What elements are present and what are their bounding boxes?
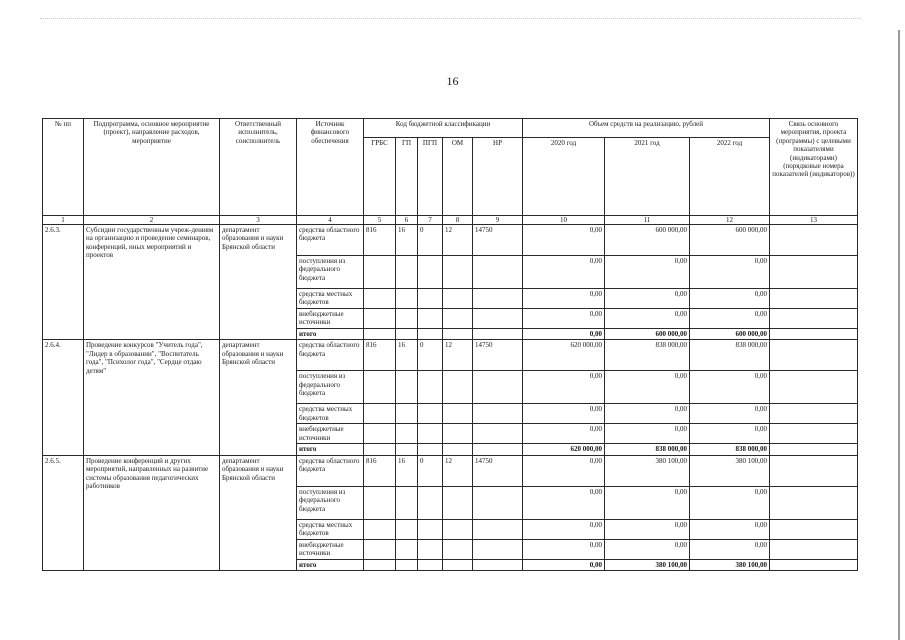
page-edge (898, 30, 900, 640)
column-index-cell: 8 (443, 216, 473, 225)
link-cell (770, 256, 858, 289)
source-cell: поступления из федерального бюджета (297, 256, 364, 289)
source-cell: внебюджетные источники (297, 309, 364, 329)
code-grbs: 816 (364, 340, 396, 371)
value-2022: 0,00 (690, 404, 770, 424)
code-empty (396, 329, 418, 340)
value-2022: 0,00 (690, 309, 770, 329)
code-gp: 16 (396, 455, 418, 486)
source-cell: внебюджетные источники (297, 539, 364, 559)
link-cell (770, 444, 858, 455)
code-empty (418, 309, 443, 329)
code-om: 12 (443, 455, 473, 486)
value-2021: 380 100,00 (605, 455, 690, 486)
code-empty (418, 329, 443, 340)
code-np: 14750 (473, 225, 523, 256)
column-index-cell: 2 (84, 216, 220, 225)
source-cell: средства областного бюджета (297, 340, 364, 371)
code-empty (418, 559, 443, 570)
code-gp: 16 (396, 340, 418, 371)
value-2022: 0,00 (690, 519, 770, 539)
source-cell: внебюджетные источники (297, 424, 364, 444)
item-responsible: департамент образования и науки Брянской области (220, 455, 297, 570)
value-2022: 0,00 (690, 371, 770, 404)
code-pgp: 0 (418, 340, 443, 371)
code-empty (396, 519, 418, 539)
link-cell (770, 309, 858, 329)
total-label: итого (297, 559, 364, 570)
code-empty (396, 256, 418, 289)
value-2020: 0,00 (523, 539, 605, 559)
source-cell: средства местных бюджетов (297, 289, 364, 309)
link-cell (770, 539, 858, 559)
index-row (43, 216, 858, 225)
header-source: Источник финансового обеспечения (297, 119, 364, 216)
value-2020: 620 000,00 (523, 340, 605, 371)
value-2022: 380 100,00 (690, 455, 770, 486)
item-responsible: департамент образования и науки Брянской области (220, 340, 297, 455)
code-empty (473, 424, 523, 444)
code-empty (418, 486, 443, 519)
header-row (43, 119, 858, 138)
code-empty (473, 371, 523, 404)
value-2021: 0,00 (605, 309, 690, 329)
code-grbs: 816 (364, 225, 396, 256)
value-2021: 600 000,00 (605, 329, 690, 340)
column-index-cell: 4 (297, 216, 364, 225)
column-index-cell: 5 (364, 216, 396, 225)
source-cell: средства местных бюджетов (297, 404, 364, 424)
source-cell: средства областного бюджета (297, 225, 364, 256)
code-empty (443, 309, 473, 329)
value-2021: 0,00 (605, 539, 690, 559)
header-gp: ГП (396, 138, 418, 216)
value-2020: 0,00 (523, 225, 605, 256)
total-label: итого (297, 444, 364, 455)
source-cell: поступления из федерального бюджета (297, 371, 364, 404)
item-number: 2.6.4. (43, 340, 84, 455)
value-2022: 0,00 (690, 424, 770, 444)
item-name: Проведение конференций и других мероприятий, направленных на развитие системы образования педагогических работников (84, 455, 220, 570)
code-empty (364, 559, 396, 570)
code-empty (396, 539, 418, 559)
code-empty (473, 486, 523, 519)
link-cell (770, 486, 858, 519)
code-empty (364, 404, 396, 424)
value-2022: 0,00 (690, 539, 770, 559)
code-empty (396, 424, 418, 444)
code-gp: 16 (396, 225, 418, 256)
value-2021: 0,00 (605, 256, 690, 289)
code-empty (418, 289, 443, 309)
code-om: 12 (443, 340, 473, 371)
value-2020: 0,00 (523, 329, 605, 340)
value-2022: 0,00 (690, 289, 770, 309)
header-num: № пп (43, 119, 84, 216)
item-number: 2.6.5. (43, 455, 84, 570)
value-2020: 0,00 (523, 486, 605, 519)
code-empty (396, 371, 418, 404)
column-index-cell: 7 (418, 216, 443, 225)
link-cell (770, 289, 858, 309)
column-index-cell: 3 (220, 216, 297, 225)
code-empty (364, 329, 396, 340)
code-empty (364, 371, 396, 404)
header-grbs: ГРБС (364, 138, 396, 216)
column-index-cell: 10 (523, 216, 605, 225)
code-empty (364, 256, 396, 289)
link-cell (770, 455, 858, 486)
value-2022: 0,00 (690, 486, 770, 519)
link-cell (770, 371, 858, 404)
column-index-cell: 1 (43, 216, 84, 225)
value-2022: 838 000,00 (690, 444, 770, 455)
value-2020: 0,00 (523, 519, 605, 539)
code-empty (418, 404, 443, 424)
code-empty (418, 371, 443, 404)
code-empty (418, 519, 443, 539)
link-cell (770, 329, 858, 340)
header-name: Подпрограмма, основное мероприятие (проект), направление расходов, мероприятие (84, 119, 220, 216)
link-cell (770, 424, 858, 444)
budget-table (42, 118, 858, 571)
header-2022: 2022 год (690, 138, 770, 216)
code-empty (364, 424, 396, 444)
source-cell: поступления из федерального бюджета (297, 486, 364, 519)
code-empty (443, 371, 473, 404)
code-empty (396, 444, 418, 455)
code-empty (396, 309, 418, 329)
code-empty (396, 404, 418, 424)
link-cell (770, 559, 858, 570)
code-empty (443, 539, 473, 559)
page-number: 16 (446, 74, 459, 88)
code-empty (443, 329, 473, 340)
code-empty (473, 519, 523, 539)
column-index-cell: 6 (396, 216, 418, 225)
scan-artifact-line (40, 18, 860, 20)
code-empty (473, 539, 523, 559)
source-cell: средства областного бюджета (297, 455, 364, 486)
value-2021: 838 000,00 (605, 444, 690, 455)
code-empty (473, 256, 523, 289)
link-cell (770, 519, 858, 539)
code-empty (473, 404, 523, 424)
header-2021: 2021 год (605, 138, 690, 216)
value-2020: 0,00 (523, 455, 605, 486)
code-empty (364, 289, 396, 309)
item-number: 2.6.3. (43, 225, 84, 340)
code-pgp: 0 (418, 455, 443, 486)
code-empty (443, 486, 473, 519)
column-index-cell: 11 (605, 216, 690, 225)
table-row (43, 225, 858, 256)
code-empty (364, 519, 396, 539)
header-pgp: ПГП (418, 138, 443, 216)
item-name: Проведение конкурсов "Учитель года", "Лидер в образовании", "Воспитатель года", "Психолог года", "Сердце отдаю детям" (84, 340, 220, 455)
value-2020: 0,00 (523, 404, 605, 424)
code-empty (418, 256, 443, 289)
value-2021: 838 000,00 (605, 340, 690, 371)
value-2021: 0,00 (605, 486, 690, 519)
code-empty (443, 289, 473, 309)
code-empty (364, 539, 396, 559)
code-empty (473, 444, 523, 455)
code-empty (443, 404, 473, 424)
value-2020: 0,00 (523, 424, 605, 444)
value-2020: 0,00 (523, 309, 605, 329)
code-empty (443, 519, 473, 539)
value-2020: 620 000,00 (523, 444, 605, 455)
header-responsible: Ответственный исполнитель, соисполнитель (220, 119, 297, 216)
value-2022: 600 000,00 (690, 225, 770, 256)
header-volume: Объем средств на реализацию, рублей (523, 119, 770, 138)
code-empty (473, 559, 523, 570)
column-index-cell: 9 (473, 216, 523, 225)
code-empty (364, 486, 396, 519)
code-empty (443, 256, 473, 289)
value-2020: 0,00 (523, 559, 605, 570)
code-empty (473, 289, 523, 309)
column-index-cell: 13 (770, 216, 858, 225)
value-2021: 380 100,00 (605, 559, 690, 570)
code-empty (396, 559, 418, 570)
code-grbs: 816 (364, 455, 396, 486)
link-cell (770, 340, 858, 371)
code-np: 14750 (473, 340, 523, 371)
value-2021: 0,00 (605, 371, 690, 404)
code-np: 14750 (473, 455, 523, 486)
column-index-cell: 12 (690, 216, 770, 225)
code-empty (418, 444, 443, 455)
code-empty (473, 329, 523, 340)
value-2021: 0,00 (605, 289, 690, 309)
value-2020: 0,00 (523, 256, 605, 289)
link-cell (770, 404, 858, 424)
value-2021: 0,00 (605, 424, 690, 444)
value-2022: 380 100,00 (690, 559, 770, 570)
value-2021: 0,00 (605, 404, 690, 424)
header-link: Связь основного мероприятия, проекта (программы) с целевыми показателями (индикаторами) (порядковые номера показателей (индикаторов)) (770, 119, 858, 216)
value-2020: 0,00 (523, 371, 605, 404)
value-2022: 838 000,00 (690, 340, 770, 371)
value-2021: 0,00 (605, 519, 690, 539)
code-empty (396, 289, 418, 309)
code-pgp: 0 (418, 225, 443, 256)
header-2020: 2020 год (523, 138, 605, 216)
value-2022: 600 000,00 (690, 329, 770, 340)
code-empty (418, 539, 443, 559)
code-empty (396, 486, 418, 519)
link-cell (770, 225, 858, 256)
value-2022: 0,00 (690, 256, 770, 289)
code-empty (443, 444, 473, 455)
header-budget-code: Код бюджетной классификации (364, 119, 523, 138)
value-2020: 0,00 (523, 289, 605, 309)
code-empty (473, 309, 523, 329)
source-cell: средства местных бюджетов (297, 519, 364, 539)
code-om: 12 (443, 225, 473, 256)
value-2021: 600 000,00 (605, 225, 690, 256)
header-om: ОМ (443, 138, 473, 216)
code-empty (364, 309, 396, 329)
table-row (43, 340, 858, 371)
item-name: Субсидии государственным учреж-дениям на организацию и проведение семинаров, конференций, иных мероприятий и проектов (84, 225, 220, 340)
header-np: НР (473, 138, 523, 216)
total-label: итого (297, 329, 364, 340)
item-responsible: департамент образования и науки Брянской области (220, 225, 297, 340)
code-empty (418, 424, 443, 444)
code-empty (443, 424, 473, 444)
table-row (43, 455, 858, 486)
code-empty (443, 559, 473, 570)
code-empty (364, 444, 396, 455)
